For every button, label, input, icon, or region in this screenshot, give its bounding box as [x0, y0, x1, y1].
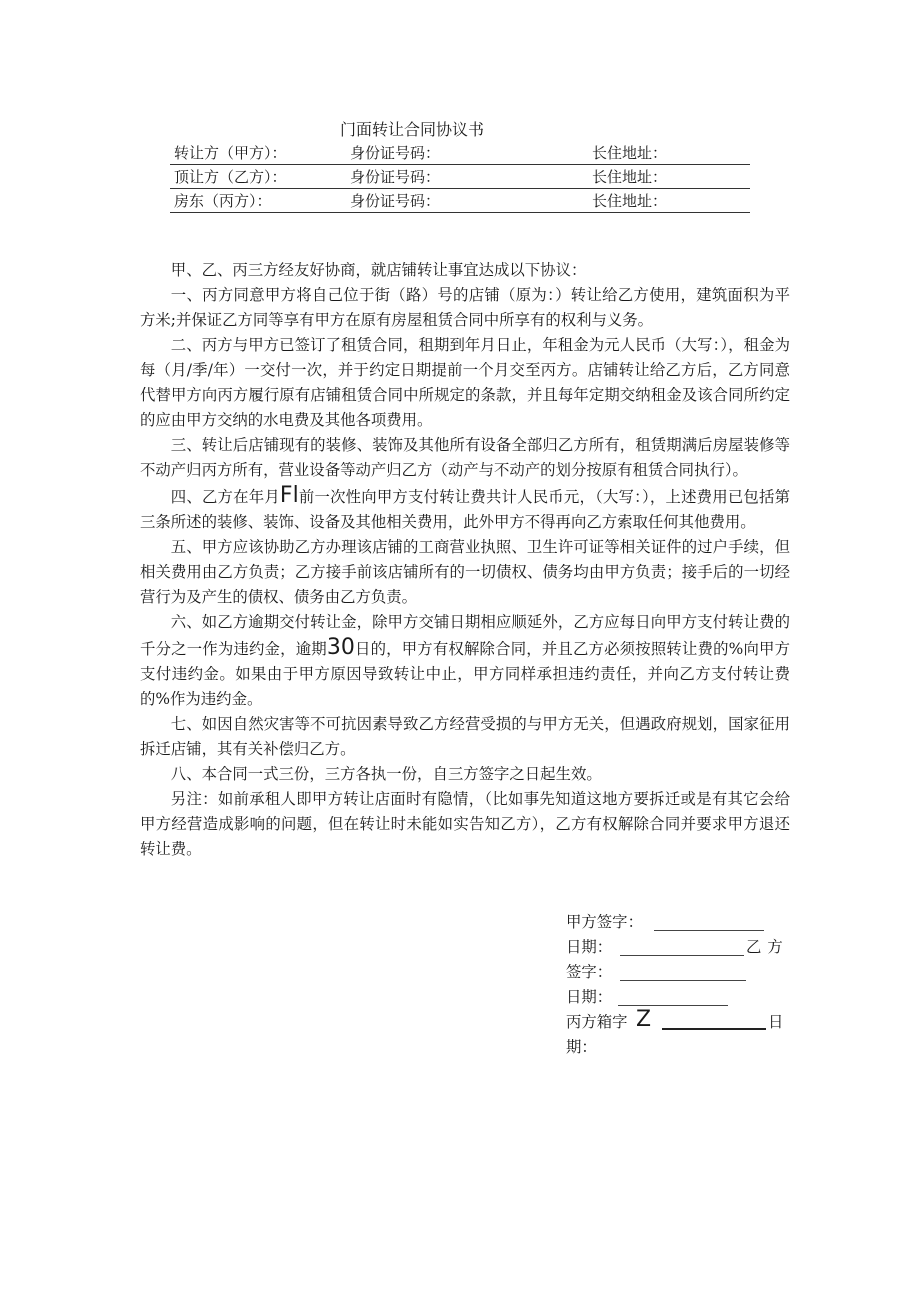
clause-4-large-glyph: Fl: [279, 483, 299, 508]
date-label: 日期：: [566, 988, 613, 1006]
party-role-label: 转让方（甲方）：: [174, 144, 287, 162]
party-a-signature-label: 甲方签字：: [566, 913, 643, 931]
party-b-signature-label: 签字：: [566, 963, 613, 981]
date-line: [620, 955, 744, 956]
date-label-part: 期：: [566, 1038, 597, 1056]
party-role-label: 顶让方（乙方）：: [174, 168, 287, 186]
clause-3: 三、转让后店铺现有的装修、装饰及其他所有设备全部归乙方所有，租赁期满后房屋装修等不动产归丙方所有，营业设备等动产归乙方（动产与不动产的划分按原有租赁合同执行）。: [140, 436, 790, 479]
clause-8: 八、本合同一式三份，三方各执一份，自三方签字之日起生效。: [170, 765, 602, 783]
clause-6-days-number: 30: [326, 635, 355, 660]
party-row-transferee: [170, 165, 750, 189]
clause-7: 七、如因自然灾害等不可抗因素导致乙方经营受损的与甲方无关，但遇政府规划，国家征用拆迁店铺，其有关补偿归乙方。: [140, 715, 790, 758]
clause-4: [140, 483, 790, 535]
date-label-part: 日: [768, 1013, 784, 1031]
date-row-2: [566, 985, 796, 1010]
signature-line: [654, 930, 764, 931]
date-row-1: [566, 935, 796, 960]
party-c-signature-label: 丙方箱字: [566, 1013, 628, 1031]
date-row-3: [566, 1035, 796, 1060]
clause-1: 一、丙方同意甲方将自己位于街（路）号的店铺（原为：）转让给乙方使用，建筑面积为平方米;并保证乙方同等享有甲方在原有房屋租赁合同中所享有的权利与义务。: [140, 286, 790, 329]
address-label: 长住地址：: [592, 144, 668, 162]
clause-4-text-b: 前一次性向甲方支付转让费共计人民币元，（大写：），上述费用已包括第三条所述的装修、装饰、设备及其他相关费用，此外甲方不得再向乙方索取任何其他费用。: [140, 488, 790, 531]
party-b-signature-row: [566, 960, 796, 985]
document-title: 门面转让合同协议书: [340, 120, 485, 139]
clause-6: [140, 610, 790, 712]
signature-line: [620, 980, 746, 981]
id-number-label: 身份证号码：: [350, 144, 441, 162]
signature-line: [662, 1028, 766, 1030]
party-row-landlord: [170, 189, 750, 213]
address-label: 长住地址：: [592, 192, 668, 210]
address-label: 长住地址：: [592, 168, 668, 186]
clause-2: 二、丙方与甲方已签订了租赁合同，租期到年月日止，年租金为元人民币（大写：），租金为每（月/季/年）一交付一次，并于约定日期提前一个月交至丙方。店铺转让给乙方后，乙方同意代替甲方向丙方履行原有店铺租赁合同中所规定的条款，并且每年定期交纳租金及该合同所约定的应由甲方交纳的水电费及其他各项费用。: [140, 336, 790, 429]
additional-note: 另注：如前承租人即甲方转让店面时有隐情，（比如事先知道这地方要拆迁或是有其它会给甲方经营造成影响的问题，但在转让时未能如实告知乙方），乙方有权解除合同并要求甲方退还转让费。: [140, 790, 790, 858]
party-info-table: [170, 141, 750, 213]
clause-6-text-a: 六、如乙方逾期交付转让金，除甲方交铺日期相应顺延外，乙方应每日向甲方支付转让费的千分之一作为违约金，逾期: [140, 613, 790, 658]
party-c-signature-row: [566, 1007, 796, 1035]
party-c-large-glyph: Z: [636, 1007, 652, 1032]
date-label: 日期：: [566, 938, 613, 956]
party-b-prefix: 乙方: [746, 938, 789, 956]
signature-block: [566, 910, 796, 1060]
party-row-transferor: [170, 141, 750, 165]
party-a-signature-row: [566, 910, 796, 935]
contract-body: [140, 258, 790, 862]
clause-6-text-b: 日的，甲方有权解除合同，并且乙方必须按照转让费的%向甲方支付违约金。如果由于甲方原因导致转让中止，甲方同样承担违约责任，并向乙方支付转让费的%作为违约金。: [140, 640, 790, 708]
date-line: [618, 1005, 728, 1006]
intro-paragraph: 甲、乙、丙三方经友好协商，就店铺转让事宜达成以下协议：: [170, 261, 587, 279]
clause-5: 五、甲方应该协助乙方办理该店铺的工商营业执照、卫生许可证等相关证件的过户手续，但相关费用由乙方负责；乙方接手前该店铺所有的一切债权、债务均由甲方负责；接手后的一切经营行为及产生的债权、债务由乙方负责。: [140, 538, 790, 606]
id-number-label: 身份证号码：: [350, 168, 441, 186]
clause-4-text-a: 四、乙方在年月: [170, 488, 280, 506]
id-number-label: 身份证号码：: [350, 192, 441, 210]
party-role-label: 房东（丙方）：: [174, 192, 272, 210]
